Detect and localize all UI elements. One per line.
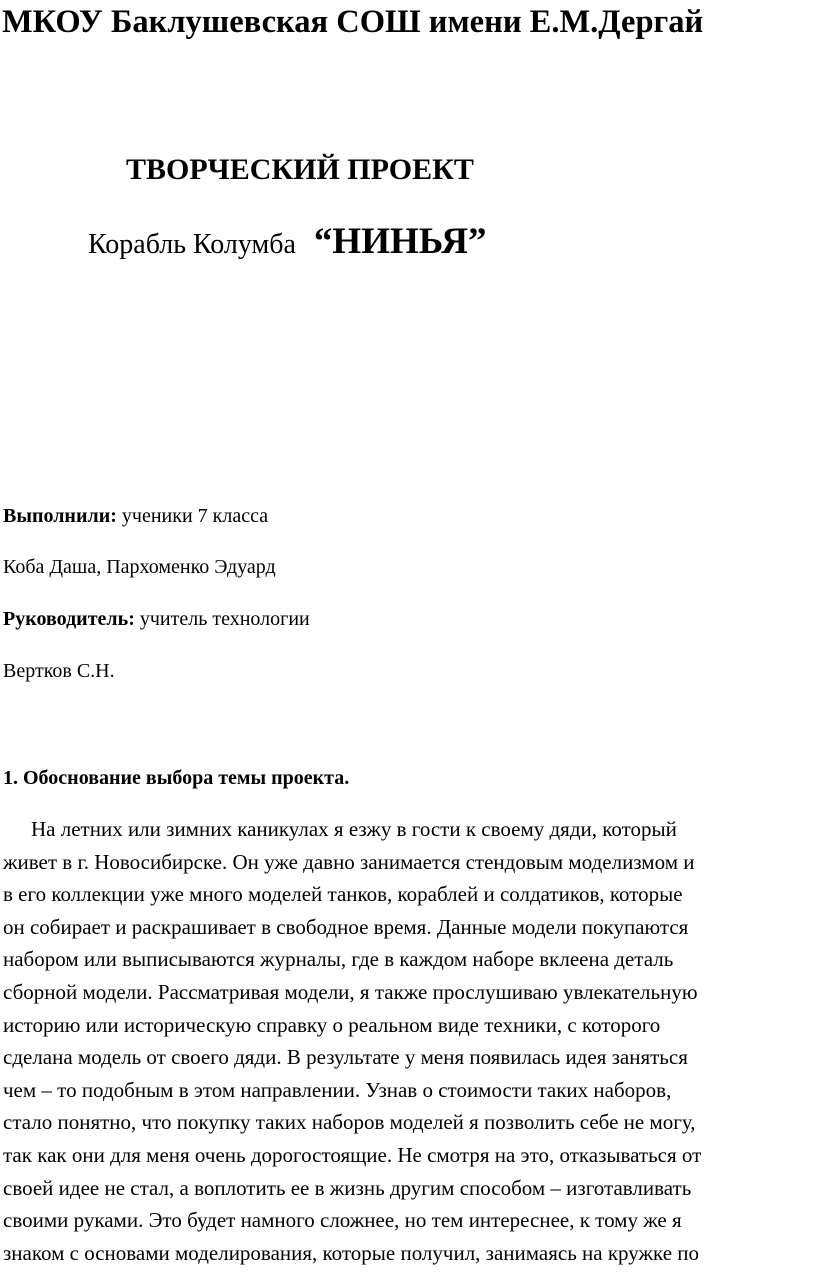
paragraph-line: стало понятно, что покупку таких наборов моделей я позволить себе не могу, (3, 1110, 696, 1135)
paragraph-line: чем – то подобным в этом направлении. Узнав о стоимости таких наборов, (3, 1077, 672, 1102)
paragraph-line: живет в г. Новосибирске. Он уже давно занимается стендовым моделизмом и (3, 849, 695, 874)
paragraph-line: знаком с основами моделирования, которые получил, занимаясь на кружке по (3, 1240, 700, 1265)
supervisor-line (3, 606, 310, 632)
performed-by-line (3, 503, 268, 529)
author-names: Коба Даша, Пархоменко Эдуард (3, 556, 276, 578)
ship-label: Корабль Колумба (88, 229, 296, 260)
paragraph-line: он собирает и раскрашивает в свободное время. Данные модели покупаются (3, 914, 689, 939)
paragraph-line: сборной модели. Рассматривая модели, я также прослушиваю увлекательную (3, 979, 698, 1004)
supervisor-label: Руководитель: (3, 608, 135, 630)
ship-name: “НИНЬЯ” (313, 221, 487, 262)
paragraph-line: в его коллекции уже много моделей танков, кораблей и солдатиков, которые (3, 882, 683, 907)
paragraph-line: На летних или зимних каникулах я езжу в гости к своему дяди, который (31, 817, 677, 841)
performed-label: Выполнили: (3, 505, 117, 527)
section-heading: 1. Обоснование выбора темы проекта. (3, 767, 350, 789)
paragraph-line: своей идее не стал, а воплотить ее в жизнь другим способом – изготавливать (3, 1175, 692, 1200)
performed-value: ученики 7 класса (116, 505, 269, 527)
supervisor-name: Вертков С.Н. (3, 660, 115, 682)
paragraph-line: набором или выписываются журналы, где в каждом наборе вклеена деталь (3, 947, 674, 972)
section-body (3, 813, 815, 1269)
project-type-title: ТВОРЧЕСКИЙ ПРОЕКТ (126, 153, 474, 186)
paragraph-line: так как они для меня очень дорогостоящие. Не смотря на это, отказываться от (3, 1142, 702, 1167)
school-name: МКОУ Баклушевская СОШ имени Е.М.Дергай (2, 4, 704, 40)
paragraph-line: сделана модель от своего дяди. В результате у меня появилась идея заняться (3, 1045, 688, 1070)
supervisor-value: учитель технологии (134, 608, 310, 630)
ship-title-line (88, 220, 486, 271)
paragraph-line: своими руками. Это будет намного сложнее, но тем интереснее, к тому же я (3, 1208, 682, 1233)
paragraph-line: историю или историческую справку о реальном виде техники, с которого (3, 1012, 661, 1037)
